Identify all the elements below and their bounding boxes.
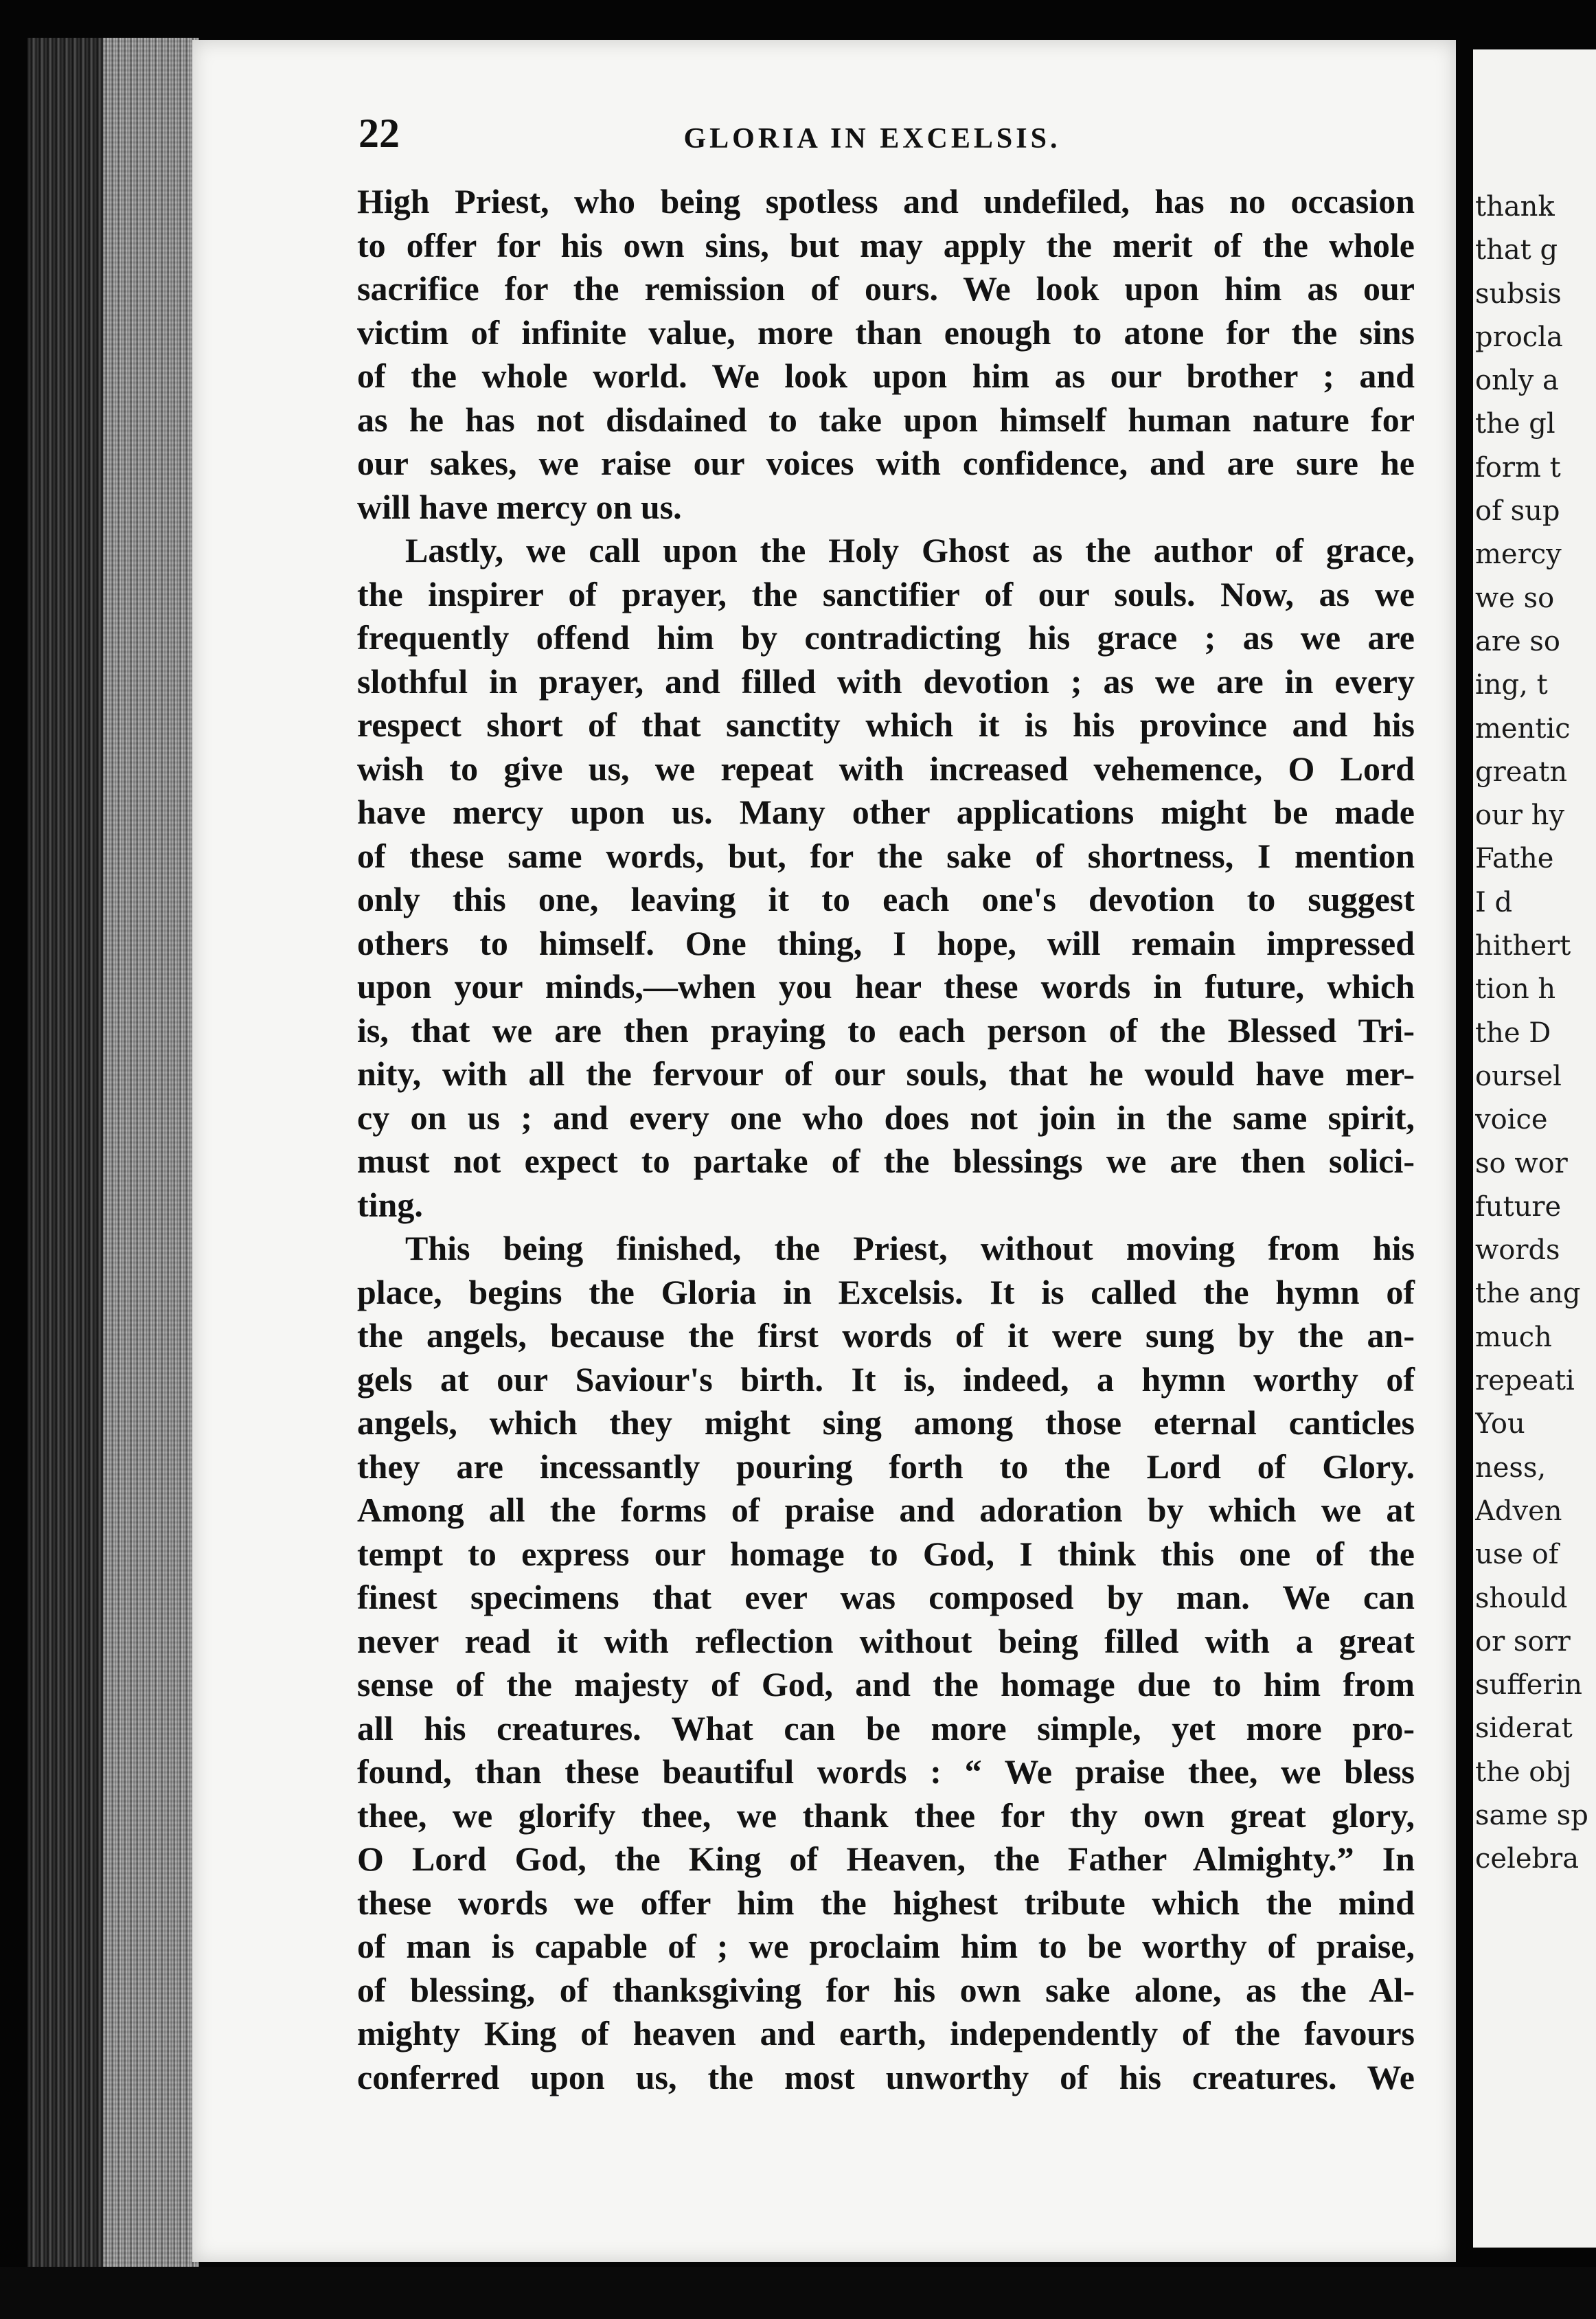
text-line: the inspirer of prayer, the sanctifier of our souls. Now, as we	[357, 574, 1415, 613]
next-page-line: the obj	[1475, 1756, 1572, 1788]
text-line: respect short of that sanctity which it is his province and his	[357, 705, 1415, 744]
next-page-line: should	[1475, 1582, 1568, 1614]
next-page-line: repeati	[1475, 1365, 1575, 1397]
text-line: nity, with all the fervour of our souls, that he would have mer-	[357, 1054, 1415, 1093]
text-line: High Priest, who being spotless and undefiled, has no occasion	[357, 182, 1415, 220]
text-line: cy on us ; and every one who does not join in the same spirit,	[357, 1098, 1415, 1137]
next-page-line: much	[1475, 1321, 1552, 1353]
text-line: is, that we are then praying to each person of the Blessed Tri-	[357, 1010, 1415, 1050]
next-page-line: the ang	[1475, 1278, 1581, 1310]
text-line: never read it with reflection without being filled with a great	[357, 1621, 1415, 1660]
text-line: ting.	[357, 1185, 423, 1224]
text-line: others to himself. One thing, I hope, will remain impressed	[357, 923, 1415, 962]
next-page-line: so wor	[1475, 1147, 1568, 1179]
next-page-line: procla	[1475, 321, 1563, 353]
next-page-line: ness,	[1475, 1451, 1547, 1484]
next-page-line: thank	[1475, 191, 1555, 223]
text-line: must not expect to partake of the blessings we are then solici-	[357, 1142, 1415, 1180]
text-line: Lastly, we call upon the Holy Ghost as the author of grace,	[405, 531, 1415, 569]
text-line: wish to give us, we repeat with increased vehemence, O Lord	[357, 749, 1415, 788]
next-page-line: only a	[1475, 365, 1559, 397]
text-line: have mercy upon us. Many other applications might be made	[357, 793, 1415, 831]
page-edges	[103, 38, 199, 2270]
next-page-line: mentic	[1475, 712, 1571, 745]
next-page-line: oursel	[1475, 1060, 1562, 1092]
text-line: of the whole world. We look upon him as our brother ; and	[357, 357, 1415, 395]
next-page-line: form t	[1475, 451, 1561, 484]
text-line: of these same words, but, for the sake of shortness, I mention	[357, 836, 1415, 875]
next-page-line: our hy	[1475, 800, 1565, 832]
next-page-line: of sup	[1475, 495, 1560, 528]
next-page-line: Fathe	[1475, 843, 1554, 875]
text-line: the angels, because the first words of it were sung by the an-	[357, 1316, 1415, 1355]
text-line: thee, we glorify thee, we thank thee for thy own great glory,	[357, 1796, 1415, 1835]
running-head: GLORIA IN EXCELSIS.	[683, 123, 1061, 155]
text-line: sense of the majesty of God, and the homage due to him from	[357, 1665, 1415, 1704]
text-line: slothful in prayer, and filled with devotion ; as we are in every	[357, 661, 1415, 701]
text-line: finest specimens that ever was composed by man. We can	[357, 1578, 1415, 1616]
text-line: all his creatures. What can be more simple, yet more pro-	[357, 1708, 1415, 1747]
next-page-line: You	[1475, 1408, 1525, 1440]
text-line: sacrifice for the remission of ours. We look upon him as our	[357, 269, 1415, 308]
next-page-line: that g	[1475, 234, 1558, 267]
next-page-line: ing, t	[1475, 669, 1548, 701]
text-line: our sakes, we raise our voices with confidence, and are sure he	[357, 444, 1415, 482]
text-line: angels, which they might sing among those eternal canticles	[357, 1403, 1415, 1442]
next-page-line: future	[1475, 1190, 1562, 1223]
next-page-line: voice	[1475, 1104, 1548, 1136]
next-page-line: tion h	[1475, 973, 1556, 1006]
text-line: Among all the forms of praise and adoration by which we at	[357, 1491, 1415, 1529]
next-page-line: mercy	[1475, 539, 1562, 571]
next-page-line: words	[1475, 1234, 1560, 1267]
next-page-line: sufferin	[1475, 1669, 1583, 1701]
text-line: frequently offend him by contradicting his grace ; as we are	[357, 618, 1415, 657]
next-page-line: I d	[1475, 886, 1513, 918]
text-line: will have mercy on us.	[357, 487, 682, 526]
text-line: these words we offer him the highest tribute which the mind	[357, 1883, 1415, 1922]
next-page-line: the gl	[1475, 408, 1555, 440]
text-line: victim of infinite value, more than enough to atone for the sins	[357, 313, 1415, 352]
body-text	[357, 180, 1415, 2099]
bottom-margin	[0, 2267, 1596, 2319]
text-line: to offer for his own sins, but may apply the merit of the whole	[357, 225, 1415, 264]
text-line: This being finished, the Priest, without moving from his	[405, 1229, 1415, 1267]
next-page-line: hithert	[1475, 930, 1571, 962]
next-page-fragments	[1475, 185, 1596, 1881]
text-line: conferred upon us, the most unworthy of his creatures. We	[357, 2057, 1415, 2096]
next-page-line: or sorr	[1475, 1625, 1571, 1658]
text-line: found, than these beautiful words : “ We praise thee, we bless	[357, 1752, 1415, 1791]
text-line: O Lord God, the King of Heaven, the Father Almighty.” In	[357, 1840, 1415, 1878]
next-page-line: are so	[1475, 625, 1560, 657]
text-line: gels at our Saviour's birth. It is, indeed, a hymn worthy of	[357, 1359, 1415, 1399]
next-page-line: same sp	[1475, 1799, 1588, 1831]
next-page-line: Adven	[1475, 1495, 1562, 1527]
next-page-line: subsis	[1475, 278, 1562, 310]
next-page-line: the D	[1475, 1017, 1551, 1049]
next-page-line: use of	[1475, 1539, 1559, 1571]
text-line: they are incessantly pouring forth to the Lord of Glory.	[357, 1447, 1415, 1486]
text-line: upon your minds,—when you hear these words in future, which	[357, 967, 1415, 1006]
text-line: as he has not disdained to take upon himself human nature for	[357, 400, 1415, 439]
next-page-line: siderat	[1475, 1712, 1573, 1745]
next-page-line: we so	[1475, 582, 1555, 614]
next-page-line: greatn	[1475, 756, 1568, 788]
next-page-line: celebra	[1475, 1843, 1580, 1875]
text-line: of blessing, of thanksgiving for his own sake alone, as the Al-	[357, 1970, 1415, 2009]
text-line: mighty King of heaven and earth, independently of the favours	[357, 2014, 1415, 2052]
text-line: place, begins the Gloria in Excelsis. It is called the hymn of	[357, 1272, 1415, 1311]
text-line: of man is capable of ; we proclaim him to be worthy of praise,	[357, 1927, 1415, 1965]
page-number: 22	[358, 111, 400, 156]
text-line: only this one, leaving it to each one's devotion to suggest	[357, 880, 1415, 918]
text-line: tempt to express our homage to God, I think this one of the	[357, 1534, 1415, 1573]
